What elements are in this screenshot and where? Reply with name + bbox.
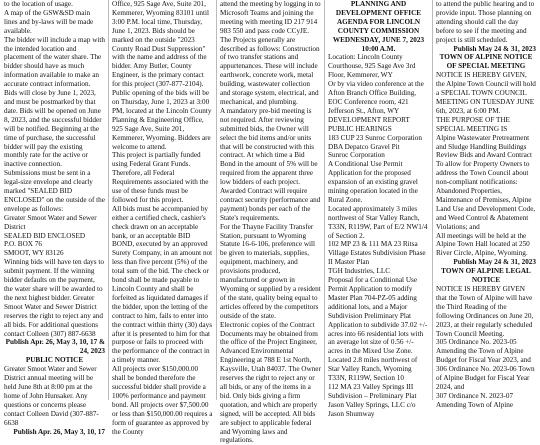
planning-agenda-heading: PLANNING AND DEVELOPMENT OFFICE AGENDA FOR LINCOLN COUNTY COMMISSION WEDNESDAY, JUNE 7, 2023 10:00 A.M. (332, 0, 425, 53)
annual-meeting-notice-text: Greater Smoot Water and Sewer District annual meeting will be held June 8th at 8:00 pm at the home of John Hunsaker. Any questions or concerns please contact Colleen David (307-887-6638 (4, 365, 99, 427)
column-divider (324, 0, 325, 400)
publish-dates: Publish Apr. 26, May 3, 10, 17 (13, 427, 105, 436)
publish-dates: Publish May 24 & 31, 2023 (453, 44, 536, 53)
planning-agenda-text: Location: Lincoln County Courthouse, 925 Sage Ave 3rd Floor, Kemmerer, WY Or by via video conference at the Afton Branch Office Building, EOC Conference room, 421 Jefferson St., Afton, WY DEVELOPMENT REPORT PUBLIC HEARINGS 183 CUP 23 Sunroc Corporation DBA Depatco Gravel Pit Sunroc Corporation A Conditional Use Permit Application for the proposed expansion of an existing gravel mining operation located in the Rural Zone. Located approximately 3 miles northwest of Star Valley Ranch, T33N, R119W, Part of E/2 NW1/4 of Section 2. 102 MP 23 & 111 MA 23 Ritsa Village Estates Subdivision Phase II Master Plan TGH Industries, LLC Proposal for a Conditional Use Permit Application to modify Master Plan 704-PZ-05 adding additional lots, and a Major Subdivision Preliminary Plat Application to subdivide 37.02 +/- acres into 66 residential lots with an average lot size of 0.56 +/- acres in the Mixed Use Zone. Located 2.8 miles northwest of Star Valley Ranch, Wyoming T33N, R119W, Section 10 112 MA 23 Valley Springs III Subdivision – Preliminary Plat Jason Valley Springs, LLC c/o Jason Shumway (328, 53, 428, 418)
dust-suppression-bid-notice-text: Office, 925 Sage Ave, Suite 201, Kemmerer, Wyoming 83101 until 3:00 P.M. local time, Thursday, June 1, 2023. Bids should be marked on the outside "2023 County Road Dust Suppression" with the name and address of the bidder. Amy Butler, County Engineer, is the primary contact for this project (307-877-2104). Public opening of the bids will be on Thursday, June 1, 2023 at 3:00 PM, located at the Lincoln County Planning & Engineering Office, 925 Sage Ave, Suite 201, Kemmerer, Wyoming. Bidders are welcome to attend. This project is partially funded using Federal Grant Funds. Therefore, all Federal Requirements associated with the use of these funds must be followed for this project. All bids must be accompanied by either a certified check, cashier's check drawn on an acceptable bank, or an acceptable BID BOND, executed by an approved Surety Company, in an amount not less than five percent (5%) of the total sum of the bid. The check or bond shall be made payable to Lincoln County and shall be forfeited as liquidated damages if the bidder, upon the letting of the contract to him, fails to enter into the contract within thirty (30) days after it is presented to him for that purpose or fails to proceed with the performance of the contract in a timely manner. All projects over $150,000.00 shall be bonded therefore the successful bidder shall provide a 100% performance and payment bond. All projects over $7,500.00 or less than $150,000.00 requires a form of guarantee as approved by the County (112, 0, 213, 436)
transfer-station-bid-notice-text: attend the meeting by logging in to Microsoft Teams and joining the meeting with meeting ID 217 914 983 550 and pass code CCyJE. The Projects generally are described as follows: Construction of two transfer stations and appurtenances. These will include earthwork, concrete work, metal building, wastewater collection and storage system, electrical, and mechanical, and plumbing. A mandatory pre-bid meeting is not required. After reviewing submitted bids, the Owner will select the bid items and/or units that will be constructed with this contract. At which time a Bid Bond in the amount of 5% will be required from the apparent three low bidders of each project. Awarded Contract will require contract security (performance and payment) bonds per each of the State's requirements. For the Thayne Facility Transfer Station, pursuant to Wyoming Statute 16-6-106, preference will be given to materials, supplies, equipment, machinery, and provisions produced, manufactured or grown in Wyoming or supplied by a resident of the state, quality being equal to articles offered by the competitors outside of the state. Electronic copies of the Contract Documents may be obtained from the office of the Project Engineer, Advanced Environmental Engineering at 788 E 1st North, Kaysville, Utah 84037. The Owner reserves the right to reject any or all bids, or any of the items in a bid. Only bids giving a firm quotation, and which are properly signed, will be accepted. All bids are subject to applicable federal and Wyoming laws and regulations. (220, 0, 321, 445)
publish-dates: Publish Apr. 26, May 3, 10, 17 & 24, 2023 (5, 338, 105, 356)
column-divider (216, 0, 217, 400)
column-5 (436, 0, 536, 409)
special-meeting-heading: TOWN OF ALPINE NOTICE OF SPECIAL MEETING (439, 53, 533, 71)
column-2 (112, 0, 213, 436)
legal-notice-heading: TOWN OF ALPINE LEGAL NOTICE (441, 267, 531, 285)
column-divider (108, 0, 109, 400)
column-3 (220, 0, 321, 445)
public-hearing-text: to attend the public hearing and to provide input. Those planning on attending should call the day before to see if the meeting and project is still scheduled. (436, 0, 535, 44)
column-4 (328, 0, 429, 418)
special-meeting-text: NOTICE IS HEREBY GIVEN, the Alpine Town Council will hold a SPECIAL TOWN COUNCIL MEETING ON TUESDAY JUNE 6th, 2023, at 6:00 PM. THE PURPOSE OF THE SPECIAL MEETING IS Alpine Wastewater Pretreatment and Sludge Handling Buildings Review Bids and Award Contract To allow for Property Owners to address the Town Council about non-compliant notifications: Abandoned Properties, Maintenance of Premises, Alpine Land Use and Development Code, and Weed Control & Abatement Violations; and All meetings will be held at the Alpine Town Hall located at 250 River Circle, Alpine, Wyoming. (436, 71, 536, 258)
public-notice-heading: PUBLIC NOTICE (25, 356, 84, 365)
publish-dates: Publish May 24 & 31, 2023 (453, 258, 536, 267)
column-1 (4, 0, 105, 436)
ordinance-reading-text: NOTICE IS HEREBY GIVEN that the Town of Alpine will have the Third Reading of the following Ordinances on June 20, 2023, at their regularly scheduled Town Council Meeting. 305 Ordinance No. 2023-05 Amending the Town of Alpine Budget for Fiscal Year 2023, and 306 Ordinance No. 2023-06 Town of Alpine Budget for Fiscal Year 2024, and 307 Ordinance N. 2023-07 Amending Town of Alpine (436, 285, 535, 409)
column-divider (432, 0, 433, 400)
newspaper-legal-notices-page (4, 0, 536, 445)
water-share-bid-notice-text: to the location of usage. A map of the GSW&SD main lines and by-laws will be made available. The bidder will include a map with the intended location and placement of the water share. The bidder should have as much information available to make an accurate contract information. Bids will close by June 1, 2023, and must be postmarked by that date. Bids will be opened on June 8, 2023, and the successful bidder will be notified. Beginning at the time of purchase, the successful bidder will pay the existing monthly rate for the active or inactive connection. Submissions must be sent in a legal-size envelope and clearly marked "SEALED BID ENCLOSED" on the outside of the envelope as follows: Greater Smoot Water and Sewer District SEALED BID ENCLOSED P.O. BOX 76 SMOOT, WY 83126 Winning bids will have ten days to submit payment. If the winning bidder defaults on the payment, the water share will be awarded to the next highest bidder. Greater Smoot Water and Sewer District reserves the right to reject any and all bids. For additional questions contact Colleen (307) 887-6638 (4, 0, 105, 338)
